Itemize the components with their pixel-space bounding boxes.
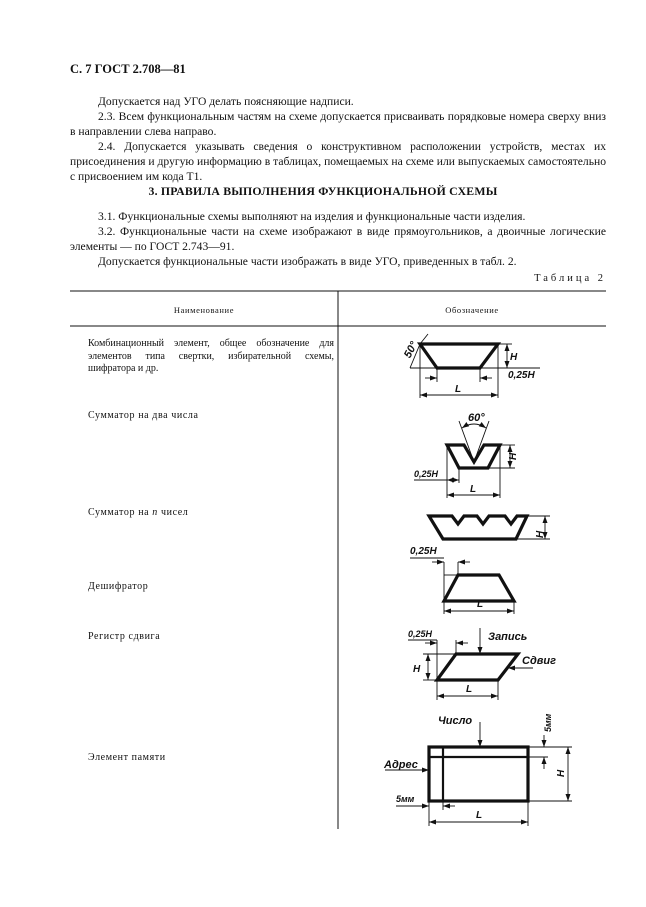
dim-h-label: H xyxy=(413,664,421,675)
row-name-decoder: Дешифратор xyxy=(88,581,149,592)
row-name-shift-register: Регистр сдвига xyxy=(88,631,161,642)
dim-h-label: H xyxy=(535,530,546,538)
row-name-memory: Элемент памяти xyxy=(88,752,166,763)
dim-h-label: H xyxy=(556,769,567,777)
dim-l-label: L xyxy=(466,684,473,695)
adder-n-symbol xyxy=(429,516,550,539)
dim-5mm-label: 5мм xyxy=(396,794,415,804)
decoder-symbol xyxy=(410,558,514,614)
dim-025h-label: 0,25H xyxy=(508,370,535,381)
dim-025h-label: 0,25H xyxy=(408,629,433,639)
dim-l-label: L xyxy=(476,810,483,821)
row-name-adder-n: Сумматор на n чисел xyxy=(88,507,189,518)
dim-l-label: L xyxy=(477,599,484,610)
section-title: 3. ПРАВИЛА ВЫПОЛНЕНИЯ ФУНКЦИОНАЛЬНОЙ СХЕМЫ xyxy=(148,184,498,198)
dim-h-label: H xyxy=(510,352,518,363)
dim-l-label: L xyxy=(455,384,462,395)
dim-l-label: L xyxy=(470,484,477,495)
column-header-name: Наименование xyxy=(173,305,235,315)
combinational-element-symbol xyxy=(410,334,540,398)
paragraph: Допускается над УГО делать поясняющие надписи. xyxy=(98,95,354,108)
dim-5mm-label: 5мм xyxy=(543,713,553,732)
paragraph-ugo: Допускается функциональные части изображать в виде УГО, приведенных в табл. 2. xyxy=(98,255,517,268)
angle-label: 60° xyxy=(468,412,485,424)
dim-025h-label: 0,25H xyxy=(414,469,439,479)
page-header: С. 7 ГОСТ 2.708—81 xyxy=(70,62,186,76)
dim-h-label: H xyxy=(508,452,519,460)
row-name-adder-two: Сумматор на два числа xyxy=(88,410,199,421)
input-label-sdvig: Сдвиг xyxy=(522,655,556,667)
paragraph-3-1: 3.1. Функциональные схемы выполняют на изделия и функциональные части изделия. xyxy=(98,210,526,223)
table-caption: Таблица 2 xyxy=(534,273,606,284)
input-label-adres: Адрес xyxy=(384,759,418,771)
adder-two-symbol xyxy=(414,421,515,498)
angle-label: 50° xyxy=(401,339,421,361)
paragraph-2-4: 2.4. Допускается указывать сведения о конструктивном расположении устройств, местах их присоединения и другую информацию в таблицах, помещаемых на схеме или выпускаемых самостоятельно с присвоением им кода Т1. xyxy=(70,140,606,183)
paragraph-2-3: 2.3. Всем функциональным частям на схеме допускается присваивать порядковые номера сверху вниз в направлении слева направо. xyxy=(70,110,606,138)
row-name-combinational: Комбинационный элемент, общее обозначение для элементов типа свертки, избирательной схемы, шифратора и др. xyxy=(88,338,334,374)
input-label-chislo: Число xyxy=(438,715,473,727)
column-header-symbol: Обозначение xyxy=(445,305,499,315)
input-label-zapis: Запись xyxy=(488,631,528,643)
dim-025h-label: 0,25H xyxy=(410,546,437,557)
paragraph-3-2: 3.2. Функциональные части на схеме изображают в виде прямоугольников, а двоичные логические элементы — по ГОСТ 2.743—91. xyxy=(70,225,606,253)
